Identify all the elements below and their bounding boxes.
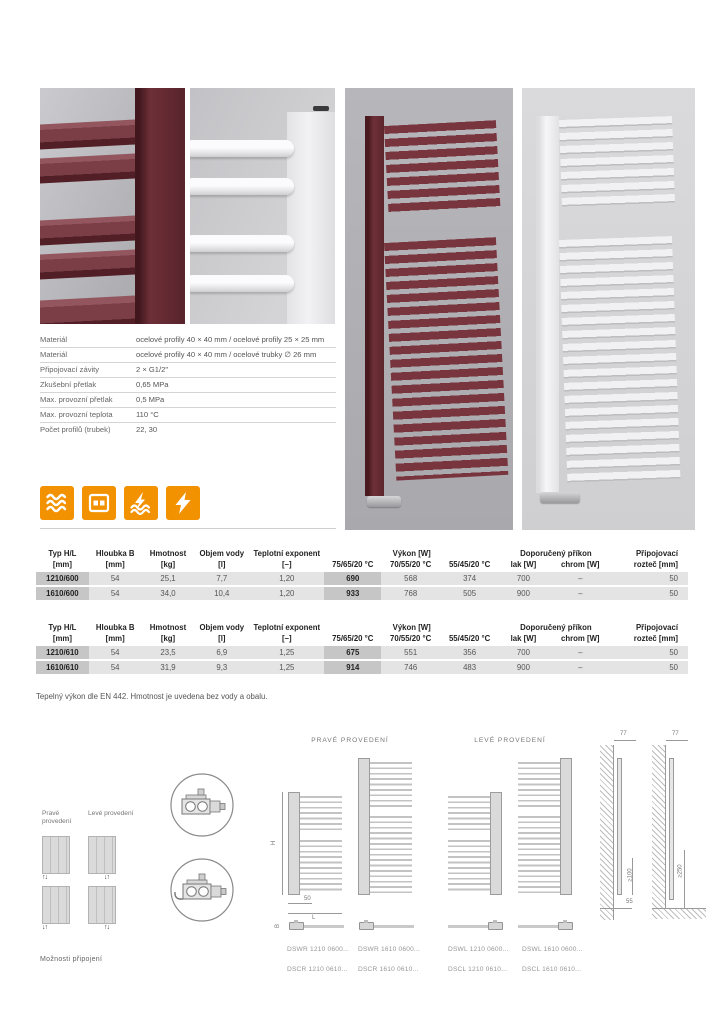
red-profile-bar bbox=[40, 153, 139, 183]
header-unit: [kg] bbox=[160, 634, 176, 643]
red-fin-group-top bbox=[384, 120, 500, 214]
data-cell: 50 bbox=[613, 660, 688, 675]
data-cell: 54 bbox=[89, 645, 142, 660]
header-cell: Teplotní exponent bbox=[253, 549, 321, 558]
data-cell: 700 bbox=[499, 571, 548, 586]
header-unit: chrom [W] bbox=[560, 634, 600, 643]
header-unit: 70/55/20 °C bbox=[390, 634, 432, 643]
data-cell: – bbox=[548, 645, 613, 660]
data-cell: 1,20 bbox=[249, 586, 324, 601]
data-cell: 25,1 bbox=[142, 571, 195, 586]
data-cell: 914 bbox=[324, 660, 381, 675]
spec-value: 22, 30 bbox=[136, 425, 158, 434]
header-cell: Hloubka B bbox=[95, 549, 135, 558]
data-cell: 900 bbox=[499, 586, 548, 601]
header-unit: [–] bbox=[282, 634, 292, 643]
header-unit: lak [W] bbox=[510, 560, 537, 569]
spec-value: 0,65 MPa bbox=[136, 380, 169, 389]
radiator-icon bbox=[82, 486, 116, 520]
data-cell: 551 bbox=[381, 645, 440, 660]
product-code: DSCR 1610 0610... bbox=[358, 966, 419, 973]
spec-label: Materiál bbox=[40, 350, 68, 359]
red-profile-bar bbox=[40, 295, 139, 324]
header-cell: Objem vody bbox=[199, 623, 245, 632]
spec-row bbox=[40, 363, 336, 378]
header-cell: Hloubka B bbox=[95, 623, 135, 632]
mini-radiator bbox=[88, 886, 116, 924]
data-cell: 700 bbox=[499, 645, 548, 660]
white-tube bbox=[190, 140, 294, 157]
red-collector-post bbox=[135, 88, 185, 324]
header-unit: [kg] bbox=[160, 560, 176, 569]
data-cell: – bbox=[548, 571, 613, 586]
header-unit: chrom [W] bbox=[560, 560, 600, 569]
spec-row bbox=[40, 333, 336, 348]
header-group-vykon: Výkon [W] bbox=[392, 549, 431, 558]
product-code: DSWR 1210 0600... bbox=[287, 946, 350, 953]
header-unit: 55/45/20 °C bbox=[448, 560, 491, 569]
dim-77-label: 77 bbox=[672, 731, 679, 737]
header-group-prikon: Doporučený příkon bbox=[520, 549, 592, 558]
spec-value: 0,5 MPa bbox=[136, 395, 165, 404]
product-code: DSWR 1610 0600... bbox=[358, 946, 421, 953]
dim-min100-label: ≥100 bbox=[627, 868, 634, 882]
data-cell: 1610/610 bbox=[36, 660, 89, 675]
combined-water-electric-icon bbox=[124, 486, 158, 520]
data-cell: 23,5 bbox=[142, 645, 195, 660]
header-cell: Připojovací bbox=[635, 549, 678, 558]
data-cell: 690 bbox=[324, 571, 381, 586]
valve-detail-circle-bottom bbox=[169, 857, 235, 923]
header-unit: [mm] bbox=[105, 634, 125, 643]
data-cell: 1,25 bbox=[249, 645, 324, 660]
red-collector bbox=[365, 116, 384, 496]
data-cell: 568 bbox=[381, 571, 440, 586]
spec-row bbox=[40, 378, 336, 393]
white-radiator-photo bbox=[522, 88, 695, 530]
spec-label: Materiál bbox=[40, 335, 68, 344]
white-fin-group-top bbox=[559, 116, 675, 208]
red-fin-group-bottom bbox=[384, 237, 508, 481]
product-code: DSWL 1210 0600... bbox=[448, 946, 509, 953]
spec-label: Max. provozní teplota bbox=[40, 410, 113, 419]
product-code: DSCL 1210 0610... bbox=[448, 966, 508, 973]
header-cell: Objem vody bbox=[199, 549, 245, 558]
red-profile-bar bbox=[40, 249, 139, 279]
leve-provedeni-label: LEVÉ PROVEDENÍ bbox=[474, 737, 546, 744]
data-cell: 50 bbox=[613, 645, 688, 660]
spec-row bbox=[40, 393, 336, 408]
header-cell: Připojovací bbox=[635, 623, 678, 632]
spec-label: Zkušební přetlak bbox=[40, 380, 97, 389]
hot-water-heating-icon bbox=[40, 486, 74, 520]
table-row bbox=[36, 586, 688, 601]
data-cell: 1,20 bbox=[249, 571, 324, 586]
heating-type-icons bbox=[40, 486, 200, 520]
data-cell: 1210/600 bbox=[36, 571, 89, 586]
header-cell: Teplotní exponent bbox=[253, 623, 321, 632]
header-group-prikon: Doporučený příkon bbox=[520, 623, 592, 632]
data-cell: 54 bbox=[89, 586, 142, 601]
prave-provedeni-label: PRAVÉ PROVEDENÍ bbox=[311, 737, 389, 744]
spec-table bbox=[40, 333, 336, 437]
header-unit: rozteč [mm] bbox=[633, 634, 678, 643]
spec-label: Připojovací závity bbox=[40, 365, 100, 374]
product-code: DSCL 1610 0610... bbox=[522, 966, 582, 973]
photo-closeup-red-radiator bbox=[40, 88, 185, 324]
header-cell: Typ H/L bbox=[48, 549, 77, 558]
header-unit: 55/45/20 °C bbox=[448, 634, 491, 643]
spec-label: Max. provozní přetlak bbox=[40, 395, 113, 404]
flow-arrows: ↑↓ bbox=[42, 874, 47, 881]
data-cell: – bbox=[548, 586, 613, 601]
table-row bbox=[36, 571, 688, 586]
data-cell: – bbox=[548, 660, 613, 675]
mini-radiator bbox=[42, 836, 70, 874]
data-cell: 34,0 bbox=[142, 586, 195, 601]
spec-value: 110 °C bbox=[136, 410, 159, 419]
data-cell: 50 bbox=[613, 571, 688, 586]
data-cell: 505 bbox=[440, 586, 499, 601]
header-unit: 75/65/20 °C bbox=[332, 560, 374, 569]
spec-row bbox=[40, 348, 336, 363]
product-code: DSCR 1210 0610... bbox=[287, 966, 348, 973]
spec-value: ocelové profily 40 × 40 mm / ocelové trubky ∅ 26 mm bbox=[136, 350, 317, 359]
red-radiator-photo bbox=[345, 88, 513, 530]
data-cell: 9,3 bbox=[194, 660, 249, 675]
dim-b-label: B bbox=[275, 923, 282, 929]
data-cell: 31,9 bbox=[142, 660, 195, 675]
table-row bbox=[36, 645, 688, 660]
data-cell: 374 bbox=[440, 571, 499, 586]
header-cell: Typ H/L bbox=[48, 623, 77, 632]
section-divider bbox=[40, 528, 336, 529]
performance-table-610 bbox=[36, 622, 688, 676]
data-cell: 10,4 bbox=[194, 586, 249, 601]
red-profile-bar bbox=[40, 215, 139, 245]
header-unit: rozteč [mm] bbox=[633, 560, 678, 569]
dim-h-label: H bbox=[271, 840, 278, 846]
white-collector bbox=[536, 116, 559, 493]
spec-value: 2 × G1/2" bbox=[136, 365, 169, 374]
data-cell: 933 bbox=[324, 586, 381, 601]
connection-options-diagram bbox=[40, 806, 160, 976]
photo-closeup-white-radiator bbox=[190, 88, 335, 324]
data-cell: 356 bbox=[440, 645, 499, 660]
header-cell: Hmotnost bbox=[149, 623, 187, 632]
header-unit: [–] bbox=[282, 560, 292, 569]
data-cell: 1,25 bbox=[249, 660, 324, 675]
header-unit: [l] bbox=[218, 560, 226, 569]
mini-prave-label: Pravé provedení bbox=[42, 810, 72, 825]
valve bbox=[540, 492, 580, 503]
mini-radiator bbox=[88, 836, 116, 874]
valve bbox=[367, 496, 401, 507]
data-cell: 768 bbox=[381, 586, 440, 601]
data-cell: 54 bbox=[89, 660, 142, 675]
mini-radiator bbox=[42, 886, 70, 924]
performance-table-600 bbox=[36, 548, 688, 602]
dim-50-label: 50 bbox=[304, 896, 311, 902]
header-cell: Hmotnost bbox=[149, 549, 187, 558]
header-unit: 75/65/20 °C bbox=[332, 634, 374, 643]
electric-heating-icon bbox=[166, 486, 200, 520]
data-cell: 675 bbox=[324, 645, 381, 660]
spec-value: ocelové profily 40 × 40 mm / ocelové profily 25 × 25 mm bbox=[136, 335, 325, 344]
product-code: DSWL 1610 0600... bbox=[522, 946, 583, 953]
data-cell: 746 bbox=[381, 660, 440, 675]
header-unit: lak [W] bbox=[510, 634, 537, 643]
white-tube bbox=[190, 235, 294, 252]
dim-l-label: L bbox=[312, 915, 316, 921]
header-unit: [mm] bbox=[52, 634, 72, 643]
data-cell: 900 bbox=[499, 660, 548, 675]
dim-min250-label: ≥250 bbox=[677, 864, 684, 878]
header-unit: [l] bbox=[218, 634, 226, 643]
data-cell: 1210/610 bbox=[36, 645, 89, 660]
red-profile-bar bbox=[40, 119, 139, 149]
white-collector-panel bbox=[287, 112, 335, 324]
flow-arrows: ↑↓ bbox=[104, 924, 109, 931]
flow-arrows: ↓↑ bbox=[42, 924, 47, 931]
flow-arrows: ↓↑ bbox=[104, 874, 109, 881]
header-unit: [mm] bbox=[52, 560, 72, 569]
header-unit: 70/55/20 °C bbox=[390, 560, 432, 569]
data-cell: 6,9 bbox=[194, 645, 249, 660]
white-tube bbox=[190, 178, 294, 195]
data-cell: 1610/600 bbox=[36, 586, 89, 601]
table-row bbox=[36, 660, 688, 675]
photo-full-radiators bbox=[345, 88, 695, 530]
spec-row bbox=[40, 408, 336, 423]
dim-77-label: 77 bbox=[620, 731, 627, 737]
white-tube bbox=[190, 275, 294, 292]
dim-55-label: 55 bbox=[626, 899, 633, 905]
data-cell: 483 bbox=[440, 660, 499, 675]
header-group-vykon: Výkon [W] bbox=[392, 623, 431, 632]
mini-leve-label: Levé provedení bbox=[88, 810, 134, 817]
spec-label: Počet profilů (trubek) bbox=[40, 425, 111, 434]
header-unit: [mm] bbox=[105, 560, 125, 569]
data-cell: 50 bbox=[613, 586, 688, 601]
data-cell: 7,7 bbox=[194, 571, 249, 586]
data-cell: 54 bbox=[89, 571, 142, 586]
white-fin-group-bottom bbox=[559, 236, 680, 484]
air-vent bbox=[313, 106, 329, 111]
spec-row bbox=[40, 423, 336, 437]
footnote: Tepelný výkon dle EN 442. Hmotnost je uvedena bez vody a obalu. bbox=[36, 692, 268, 701]
valve-detail-circle-top bbox=[169, 772, 235, 838]
connection-caption: Možnosti připojení bbox=[40, 956, 103, 963]
